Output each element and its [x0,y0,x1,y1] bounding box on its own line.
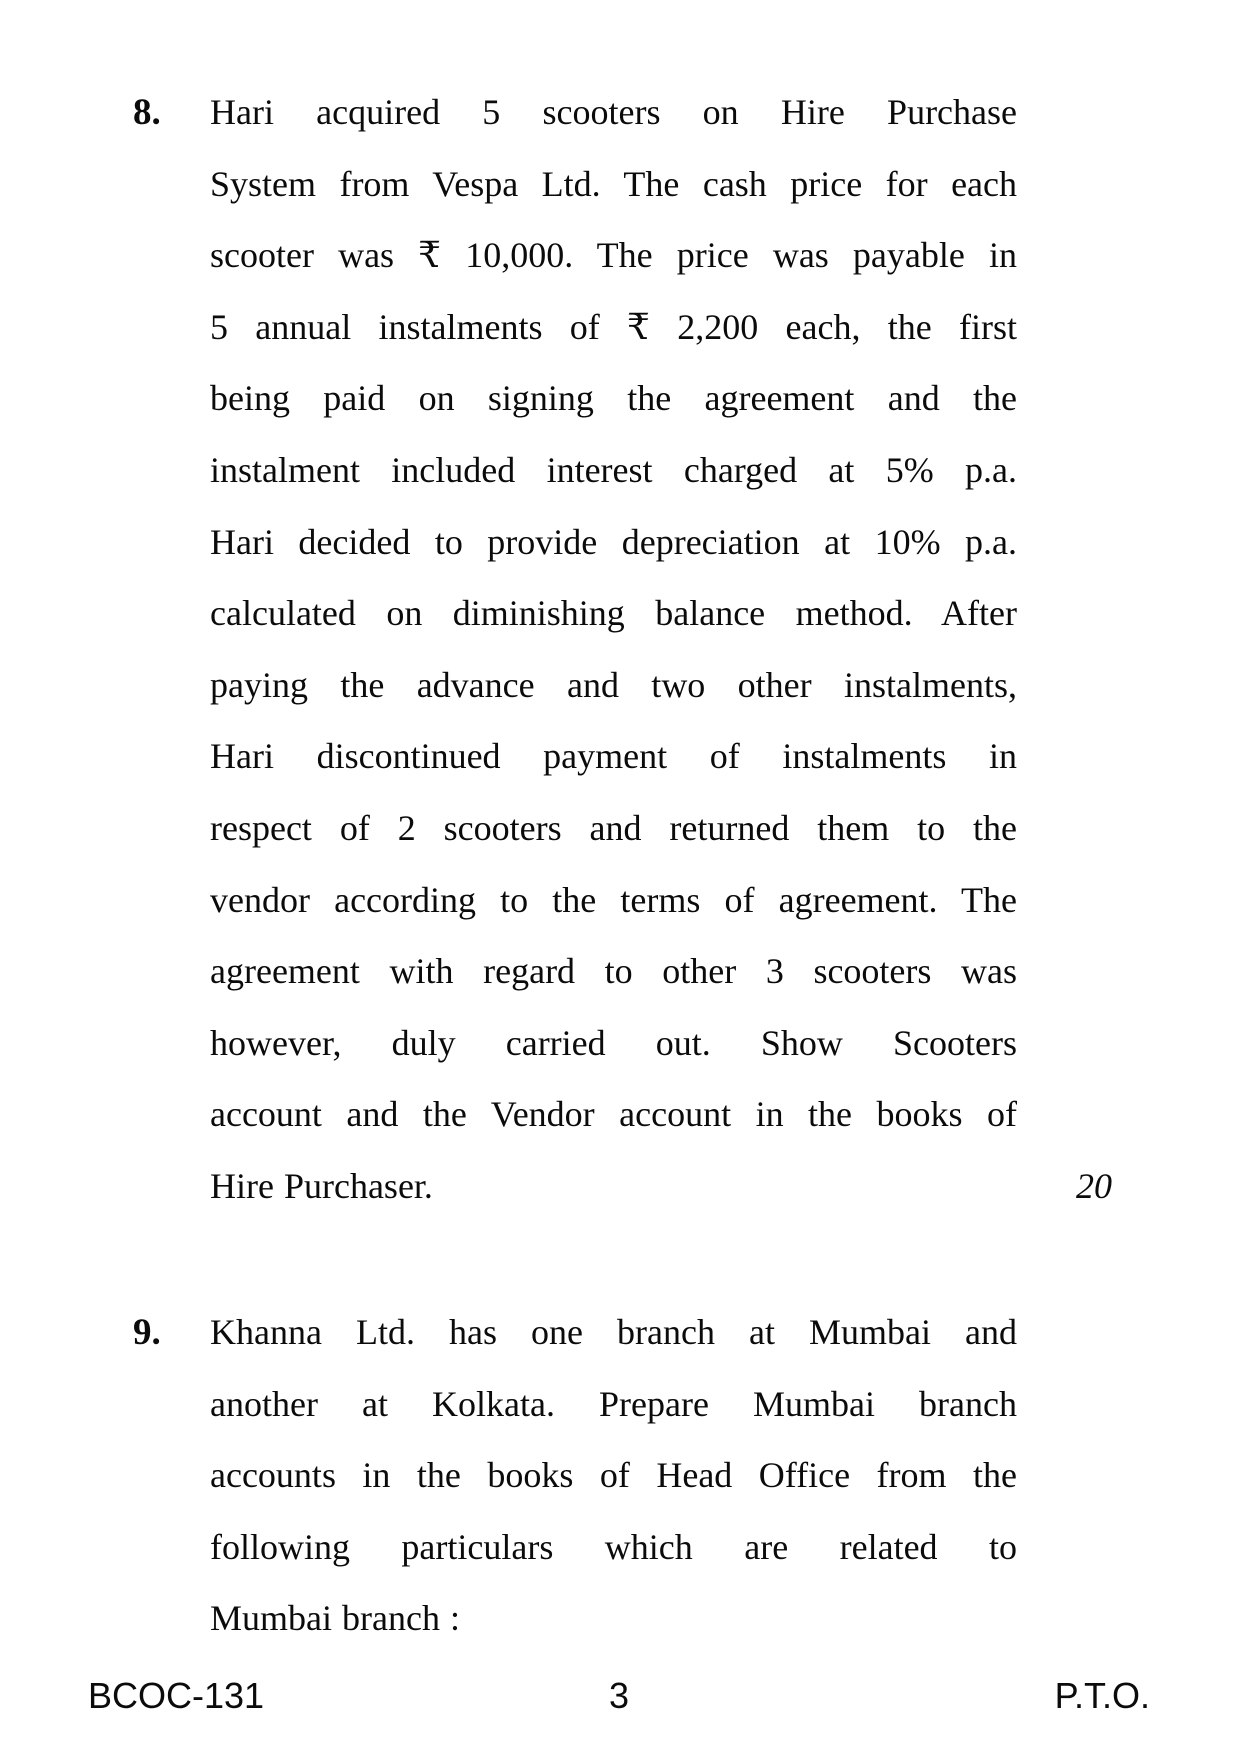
question-8-line: instalment included interest charged at 5% p.a. [210,449,1017,490]
question-8-line: being paid on signing the agreement and the [210,378,1017,419]
footer-pto: P.T.O. [1054,1675,1150,1716]
question-8-line: Hari acquired 5 scooters on Hire Purchase [210,92,1017,132]
question-8-line: scooter was ₹ 10,000. The price was payable in [210,235,1017,276]
question-9-line: Mumbai branch : [210,1598,460,1639]
question-8-line: vendor according to the terms of agreement. The [210,879,1017,920]
question-8-marks: 20 [1076,1166,1112,1206]
question-8-line: System from Vespa Ltd. The cash price for each [210,163,1017,204]
question-9-number: 9. [133,1312,161,1353]
question-9 [133,1297,1112,1655]
question-8-line: respect of 2 scooters and returned them to the [210,807,1017,848]
page-footer [88,1672,1150,1722]
question-8-line: 5 annual instalments of ₹ 2,200 each, the first [210,306,1017,347]
question-9-line: accounts in the books of Head Office from the [210,1455,1017,1496]
question-8-line: however, duly carried out. Show Scooters [210,1022,1017,1063]
question-9-line: another at Kolkata. Prepare Mumbai branch [210,1383,1017,1424]
question-9-line: Khanna Ltd. has one branch at Mumbai and [210,1312,1017,1352]
question-8-line: agreement with regard to other 3 scooters was [210,951,1017,992]
question-8 [133,77,1112,1223]
question-8-number: 8. [133,92,161,133]
question-8-line: Hari discontinued payment of instalments in [210,736,1017,777]
question-8-text [210,77,1017,1223]
footer-course-code: BCOC-131 [88,1675,265,1716]
question-8-line: Hari decided to provide depreciation at 10% p.a. [210,521,1017,562]
question-8-line: calculated on diminishing balance method. After [210,593,1017,634]
footer-page-number: 3 [608,1675,630,1716]
question-9-line: following particulars which are related to [210,1526,1017,1567]
question-8-line: account and the Vendor account in the books of [210,1094,1017,1135]
question-9-text [210,1297,1017,1655]
question-8-line: paying the advance and two other instalments, [210,664,1017,705]
question-8-line: Hire Purchaser. [210,1165,433,1206]
